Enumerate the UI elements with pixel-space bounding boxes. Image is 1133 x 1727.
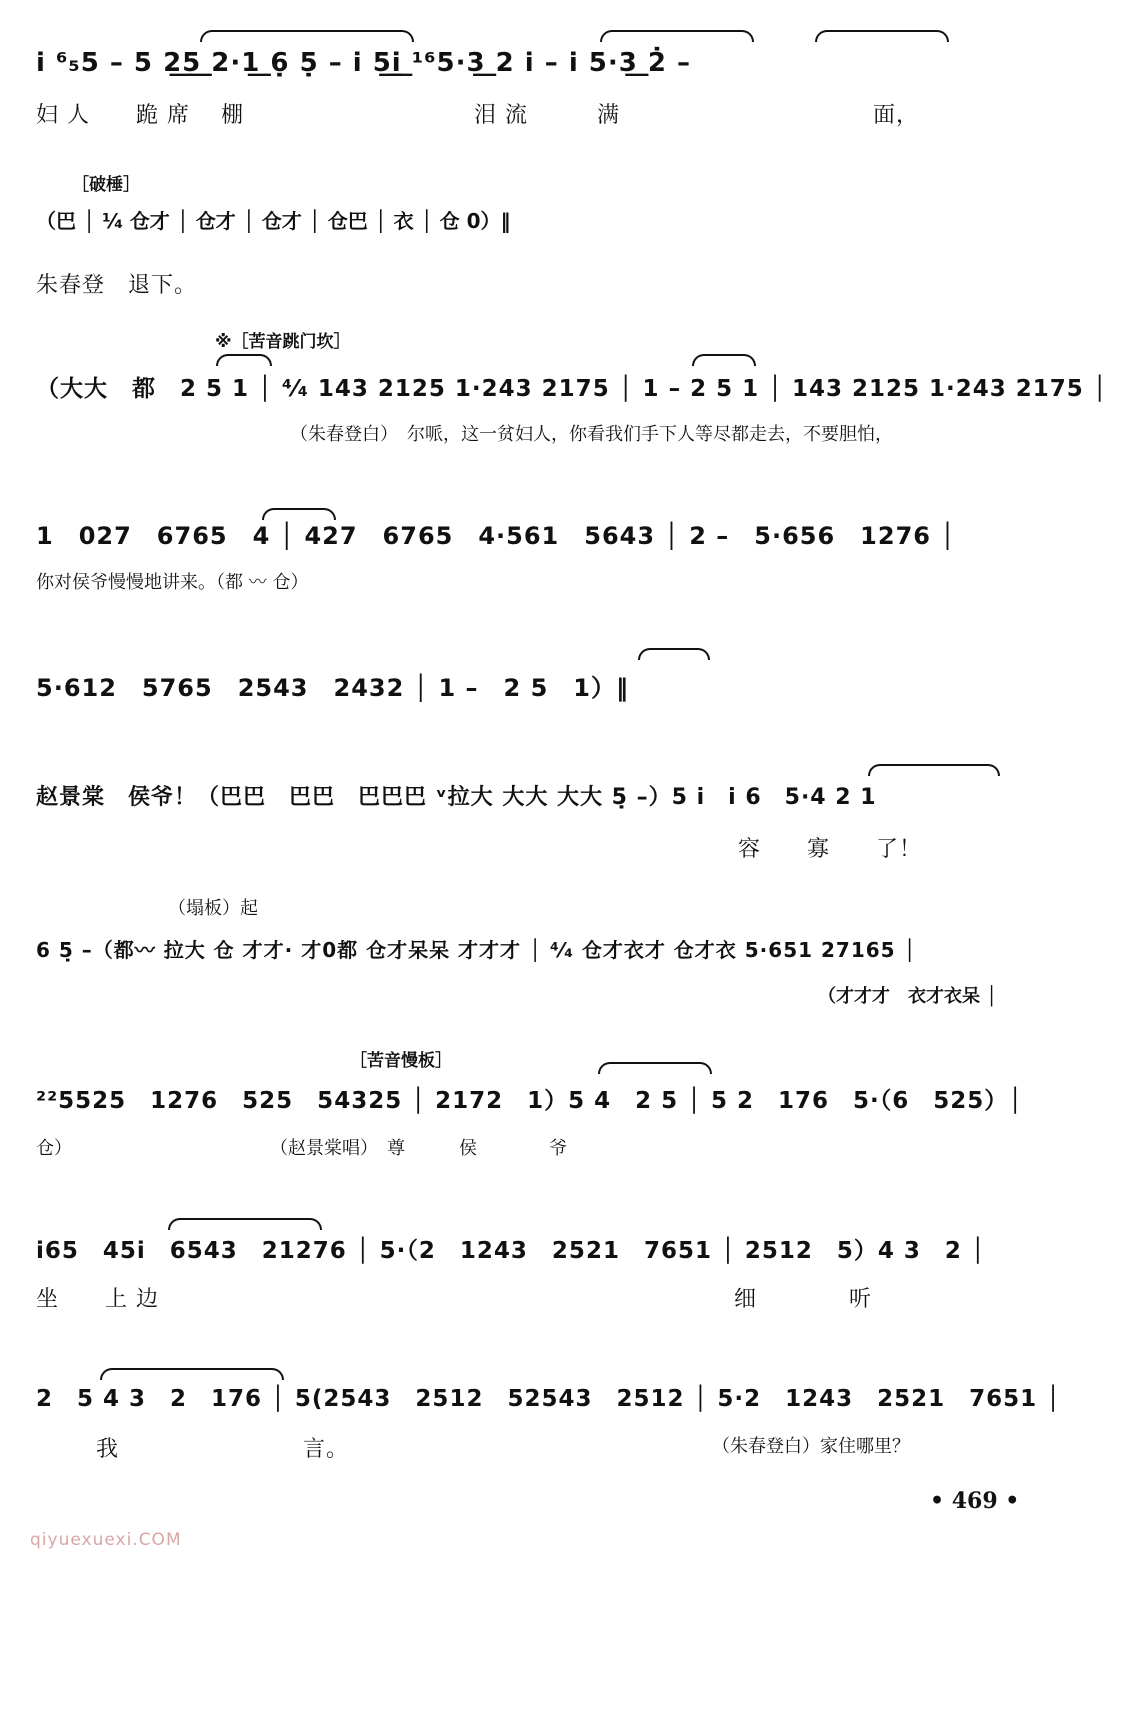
slur-mark bbox=[600, 30, 754, 42]
stage-direction-row-3: 朱春登 退下。 bbox=[36, 273, 198, 298]
slur-mark bbox=[100, 1368, 284, 1380]
notation-row-11: 2 5 4 3 2 176 │ 5(2543 2512 52543 2512 │ 5·2 1243 2521 7651 │ bbox=[36, 1386, 1061, 1412]
section-label-kuyin-manban: ［苦音慢板］ bbox=[350, 1051, 452, 1071]
page-number: • 469 • bbox=[930, 1488, 1020, 1514]
notation-row-6: 5·612 5765 2543 2432 │ 1 – 2 5 1）‖ bbox=[36, 674, 629, 702]
notation-row-8: 6 5̣ –（都〰 拉大 仓 才才· 才0都 仓才呆呆 才才才 │ ⁴⁄₄ 仓才衣才 仓才衣 5·651 27165 │ bbox=[36, 938, 917, 962]
notation-row-10: i65 45i 6543 21276 │ 5·（2 1243 2521 7651 │ 2512 5）4 3 2 │ bbox=[36, 1238, 986, 1264]
notation-row-5: 1 027 6765 4 │ 427 6765 4·561 5643 │ 2 – 5·656 1276 │ bbox=[36, 522, 956, 550]
site-watermark: qiyuexuexi.COM bbox=[30, 1530, 182, 1550]
slur-mark bbox=[815, 30, 949, 42]
section-label-taban: （塌板）起 bbox=[168, 898, 258, 919]
lyric-row-10: 坐 上 边 细 听 bbox=[36, 1287, 872, 1312]
spoken-line-row-4: （朱春登白） 尔哌，这一贫妇人，你看我们手下人等尽都走去，不要胆怕， bbox=[290, 424, 893, 445]
slur-mark bbox=[598, 1062, 712, 1074]
notation-row-4: （大大 都 2 5 1 │ ⁴⁄₄ 143 2125 1·243 2175 │ 1 – 2 5 1 │ 143 2125 1·243 2175 │ bbox=[36, 376, 1108, 402]
slur-mark bbox=[638, 648, 710, 660]
percussion-row-8: （才才才 衣才衣呆 │ bbox=[818, 986, 998, 1007]
notation-row-7: 赵景棠 侯爷！（巴巴 巴巴 巴巴巴 ᵛ拉大 大大 大大 5̣ –）5 i i 6 5·4 2 1 bbox=[36, 785, 877, 810]
notation-row-9: ²²5525 1276 525 54325 │ 2172 1）5 4 2 5 │ 5 2 176 5·（6 525）│ bbox=[36, 1088, 1024, 1114]
slur-mark bbox=[168, 1218, 322, 1230]
slur-mark bbox=[262, 508, 336, 520]
slur-mark bbox=[216, 354, 272, 366]
lyric-row-9: 仓） （赵景棠唱） 尊 侯 爷 bbox=[36, 1138, 567, 1159]
section-label-pochui: ［破棰］ bbox=[72, 175, 140, 195]
lyric-row-1: 妇 人 跪 席 棚 泪 流 满 面， bbox=[36, 103, 919, 128]
percussion-row-2: （巴 │ ¹⁄₄ 仓才 │ 仓才 │ 仓才 │ 仓巴 │ 衣 │ 仓 0）‖ bbox=[36, 209, 511, 233]
slur-mark bbox=[692, 354, 756, 366]
section-label-kuyin-tiaomenkan: ※［苦音跳门坎］ bbox=[215, 332, 351, 352]
slur-mark bbox=[868, 764, 1000, 776]
notation-row-1: i ⁶₅5 – 5 2͟5͟ 2·1͟ 6̣ 5̣ – i 5͟i͟ ¹⁶5·3͟ 2 i – i 5·3͟ 2̇ – bbox=[36, 48, 692, 78]
spoken-line-row-5: 你对侯爷慢慢地讲来。（都 〰 仓） bbox=[36, 572, 309, 593]
slur-mark bbox=[200, 30, 414, 42]
lyric-row-7: 容 寡 了！ bbox=[738, 837, 923, 862]
spoken-line-row-11: （朱春登白）家住哪里？ bbox=[712, 1436, 910, 1457]
lyric-row-11: 我 言。 bbox=[96, 1437, 350, 1462]
